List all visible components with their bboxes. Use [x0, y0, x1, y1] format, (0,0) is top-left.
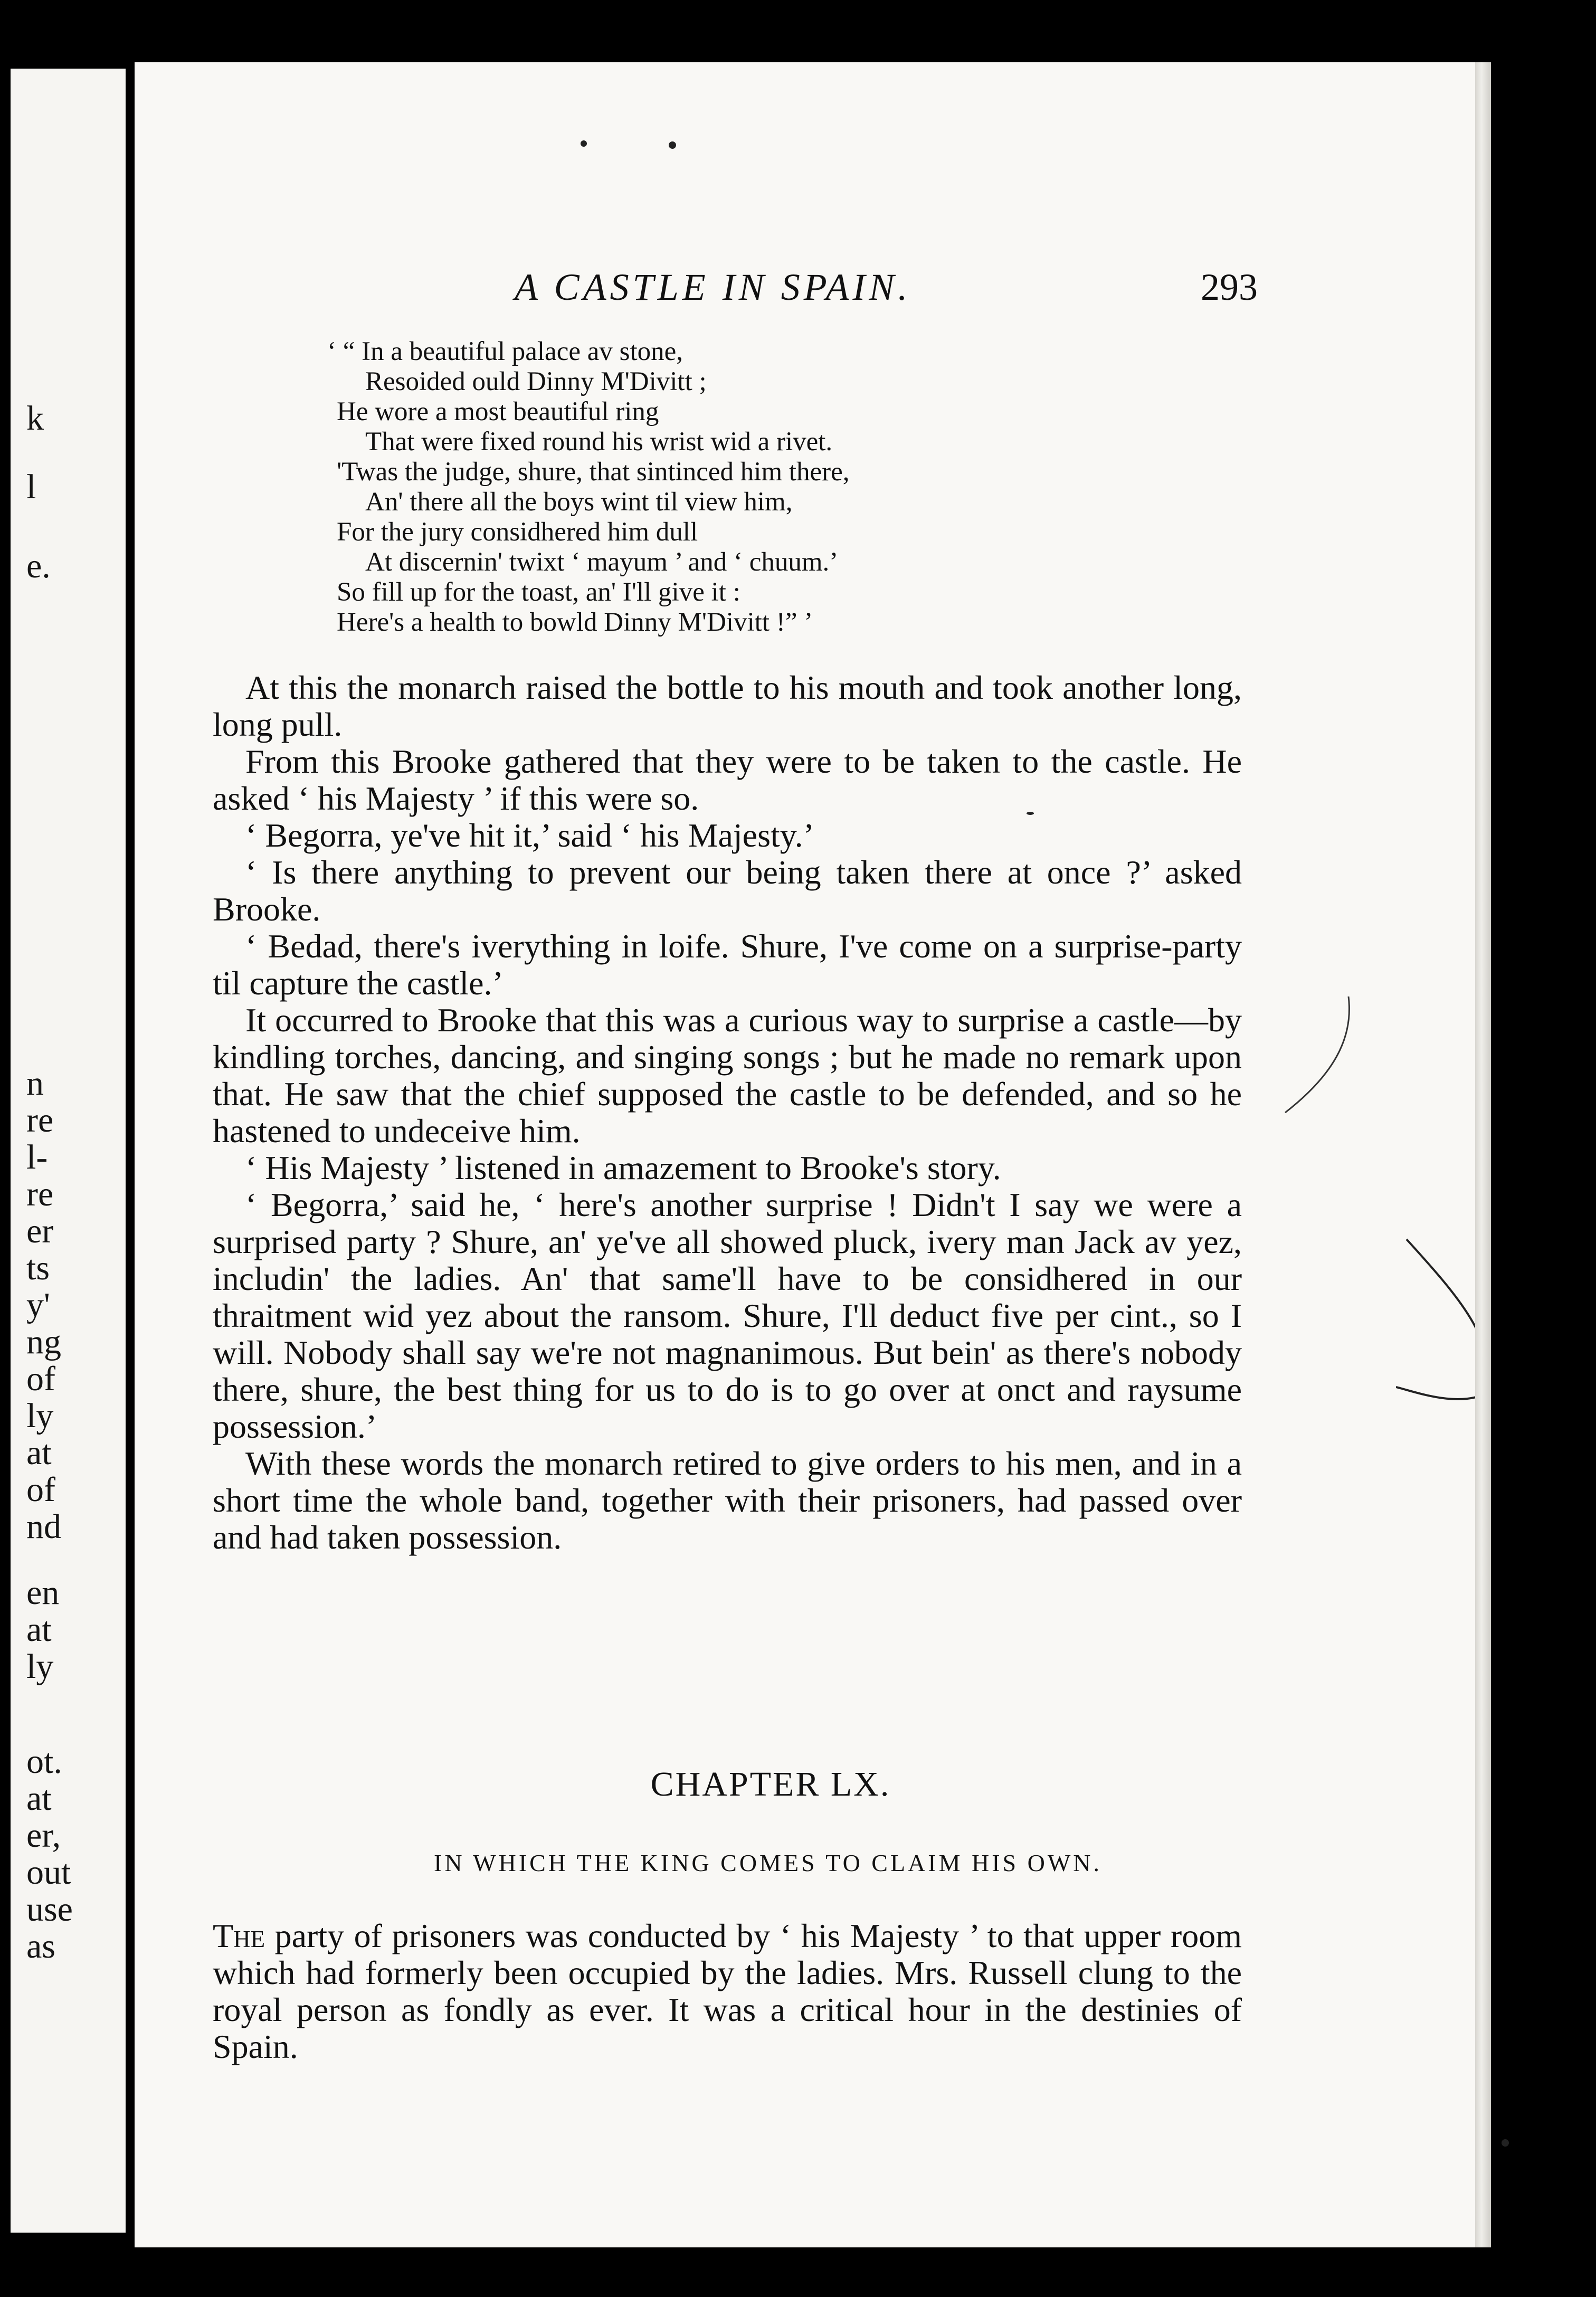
chapter-heading	[135, 1764, 1475, 1805]
adjacent-page-fragment: n	[26, 1064, 44, 1103]
adjacent-page-strip	[11, 69, 126, 2233]
adjacent-page-fragment: out	[26, 1853, 71, 1892]
paragraph: ‘ Begorra,’ said he, ‘ here's another surprise ! Didn't I say we were a surprised party ? Shure, an' ye've all showed pluck, ivery man Jack av yez, includin' the ladies. An' that same'll have to be considhered in our thraitment wid yez about the ransom. Shure, I'll deduct five per cint., so I will. Nobody shall say we're not magnanimous. But bein' as there's nobody there, shure, the best thing for us to do is to go over at onct and raysume possession.’	[213, 1186, 1242, 1445]
poem-line: Resoided ould Dinny M'Divitt ;	[365, 367, 707, 396]
ink-speck	[669, 141, 676, 149]
adjacent-page-fragment: at	[26, 1434, 52, 1472]
adjacent-page-fragment: of	[26, 1360, 55, 1398]
paragraph: It occurred to Brooke that this was a curious way to surprise a castle—by kindling torches, dancing, and singing songs ; but he made no remark upon that. He saw that the chief supposed the castle to be defended, and so he hastened to undeceive him.	[213, 1001, 1242, 1150]
running-title: A CASTLE IN SPAIN.	[515, 266, 911, 308]
adjacent-page-fragment: at	[26, 1610, 52, 1649]
adjacent-page-fragment: as	[26, 1927, 55, 1966]
pencil-mark	[1269, 996, 1375, 1123]
poem-line: An' there all the boys wint til view him,	[365, 487, 793, 517]
page-edge	[1475, 62, 1491, 2247]
ink-speck	[1502, 2139, 1509, 2147]
adjacent-page-fragment: use	[26, 1890, 73, 1929]
book-page	[135, 62, 1475, 2247]
adjacent-page-fragment: er	[26, 1212, 54, 1250]
ink-speck	[581, 140, 587, 147]
adjacent-page-fragment: er,	[26, 1816, 61, 1855]
poem-line: ‘ “ In a beautiful palace av stone,	[327, 337, 683, 366]
paragraph: At this the monarch raised the bottle to his mouth and took another long, long pull.	[213, 669, 1242, 743]
poem-line: He wore a most beautiful ring	[337, 397, 659, 426]
adjacent-page-fragment: k	[26, 399, 44, 438]
paragraph: ‘ Begorra, ye've hit it,’ said ‘ his Majesty.’	[245, 817, 814, 854]
adjacent-page-fragment: at	[26, 1779, 52, 1818]
paragraph: From this Brooke gathered that they were to be taken to the castle. He asked ‘ his Majesty ’ if this were so.	[213, 743, 1242, 817]
adjacent-page-fragment: of	[26, 1470, 55, 1509]
paragraph: ‘ Is there anything to prevent our being taken there at once ?’ asked Brooke.	[213, 853, 1242, 928]
chapter-heading-text: CHAPTER LX.	[650, 1765, 891, 1804]
opening-text: party of prisoners was conducted by ‘ his Majesty ’ to that upper room which had formerly been occupied by the ladies. Mrs. Russell clung to the royal person as fondly as ever. It was a critical hour in the destinies of Spain.	[213, 1917, 1242, 2065]
adjacent-page-fragment: re	[26, 1175, 54, 1213]
adjacent-page-fragment: l	[26, 468, 36, 506]
chapter-subtitle-text: IN WHICH THE KING COMES TO CLAIM HIS OWN.	[434, 1849, 1102, 1876]
ink-speck	[1027, 812, 1034, 815]
adjacent-page-fragment: en	[26, 1573, 60, 1612]
lead-word: The	[213, 1917, 265, 1954]
adjacent-page-fragment: re	[26, 1101, 54, 1140]
poem-line: 'Twas the judge, shure, that sintinced him there,	[337, 457, 850, 487]
adjacent-page-fragment: y'	[26, 1286, 50, 1324]
poem-line: At discernin' twixt ‘ mayum ’ and ‘ chuum.’	[365, 547, 839, 577]
chapter-opening-paragraph	[213, 1918, 1242, 2065]
page-number: 293	[1201, 266, 1258, 308]
poem-line: For the jury considhered him dull	[337, 517, 698, 547]
adjacent-page-fragment: l-	[26, 1138, 48, 1176]
chapter-subtitle	[135, 1849, 1475, 1877]
paragraph: ‘ His Majesty ’ listened in amazement to Brooke's story.	[245, 1149, 1001, 1187]
body-text	[213, 669, 1242, 1556]
adjacent-page-fragment: ly	[26, 1397, 54, 1435]
poem-line: That were fixed round his wrist wid a rivet.	[365, 427, 833, 457]
adjacent-page-fragment: ot.	[26, 1742, 62, 1781]
chapter-body	[213, 1918, 1242, 2065]
adjacent-page-fragment: nd	[26, 1507, 61, 1546]
paragraph: ‘ Bedad, there's iverything in loife. Shure, I've come on a surprise-party til capture the castle.’	[213, 927, 1242, 1002]
poem-block	[327, 337, 850, 638]
adjacent-page-fragment: ly	[26, 1647, 54, 1686]
adjacent-page-fragment: e.	[26, 547, 51, 585]
poem-line: Here's a health to bowld Dinny M'Divitt !” ’	[337, 608, 813, 637]
adjacent-page-fragment: ts	[26, 1249, 50, 1287]
poem-line: So fill up for the toast, an' I'll give it :	[337, 577, 740, 607]
adjacent-page-fragment: ng	[26, 1323, 61, 1361]
pencil-mark	[1396, 1234, 1596, 1445]
paragraph: With these words the monarch retired to give orders to his men, and in a short time the whole band, together with their prisoners, had passed over and had taken possession.	[213, 1445, 1242, 1556]
running-head	[135, 265, 1475, 313]
